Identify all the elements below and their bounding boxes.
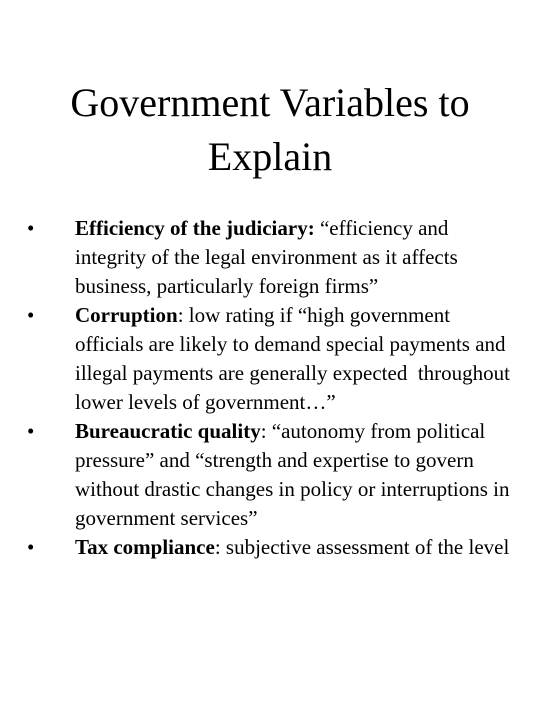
bullet-text: : low rating if “high government officials are likely to demand special payments and illegal payments are generally expected throughout lower levels of government…”: [75, 303, 516, 414]
bullet-dot-icon: •: [27, 303, 35, 327]
bullet-bureaucratic-quality: [20, 417, 520, 533]
title-line-2: Explain: [207, 134, 333, 179]
slide-title: [20, 76, 520, 184]
bullet-term: Efficiency of the judiciary:: [75, 216, 315, 240]
bullet-efficiency-of-judiciary: [20, 214, 520, 301]
bullet-dot-icon: •: [27, 216, 35, 240]
bullet-dot-icon: •: [27, 419, 35, 443]
bullet-term: Tax compliance: [75, 535, 215, 559]
bullet-term: Bureaucratic quality: [75, 419, 261, 443]
bullet-corruption: [20, 301, 520, 417]
bullet-text: : subjective assessment of the level: [214, 535, 510, 559]
bullet-dot-icon: •: [27, 535, 35, 559]
bullet-term: Corruption: [75, 303, 178, 327]
bullet-list: [20, 214, 520, 562]
bullet-text: “efficiency and integrity of the legal environment as it affects business, particularly foreign firms”: [75, 216, 458, 298]
bullet-tax-compliance: [20, 533, 520, 562]
bullet-text: : “autonomy from political pressure” and “strength and expertise to govern without drastic changes in policy or interruptions in government services”: [75, 419, 510, 530]
title-line-1: Government Variables to: [70, 80, 470, 125]
